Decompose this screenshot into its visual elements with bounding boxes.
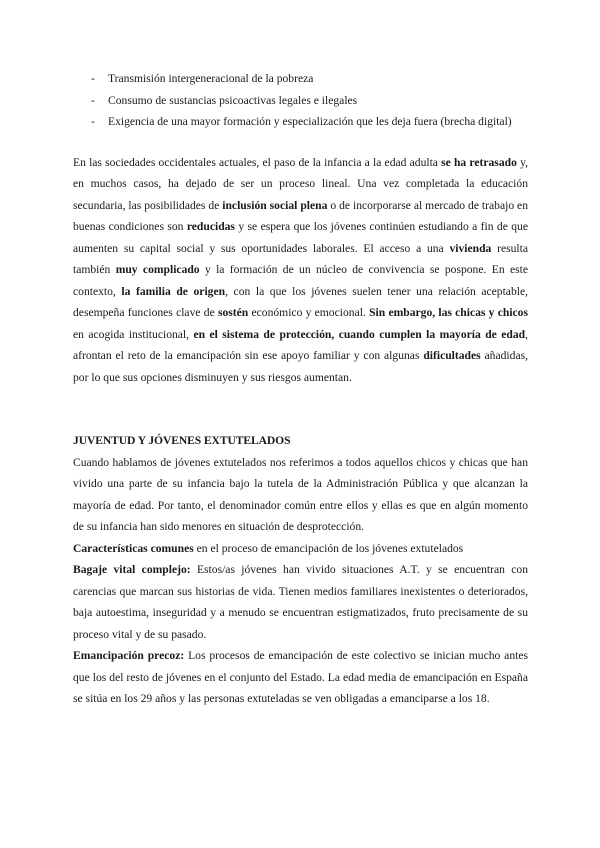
bold-run: inclusión social plena [222,198,328,212]
bold-run: Características comunes [73,541,194,555]
bullet-dash: - [91,115,95,128]
bold-run: dificultades [423,349,481,362]
list-item [73,111,528,133]
bullet-list [73,68,528,133]
characteristics-line [73,538,528,560]
text-run: Los procesos de emancipación de este colectivo se inician mucho antes que los del resto de jóvenes en el conjunto del Estado. La edad media de emancipación en España se sitúa en los 29 años y las personas extuteladas se ven obligadas a emanciparse a los 18. [73,649,528,705]
bold-run: Bagaje vital complejo: [73,563,191,576]
bold-run: Emancipación precoz: [73,649,185,662]
bold-run: reducidas [186,220,235,233]
list-item [73,90,528,112]
bullet-text: Transmisión intergeneracional de la pobreza [108,72,314,85]
section-heading: JUVENTUD Y JÓVENES EXTUTELADOS [73,434,291,447]
text-run: y la formación de un núcleo de convivencia se pospone. En este contexto, [73,263,528,298]
text-run: en el proceso de emancipación de los jóvenes extutelados [193,541,464,555]
bold-run: en el sistema de protección, cuando cumplen la mayoría de edad [193,327,526,341]
bullet-text: Consumo de sustancias psicoactivas legales e ilegales [108,93,358,107]
text-run: y se espera que los jóvenes continúen estudiando a fin de que aumenten su capital social y sus oportunidades laborales. El acceso a una [73,220,528,255]
text-run: y, en muchos casos, ha dejado de ser un proceso lineal. Una vez completada la educación secundaria, las posibilidades de [73,155,529,212]
text-run: o de incorporarse al mercado de trabajo en buenas condiciones son [73,198,529,233]
bold-run: la familia de origen [121,284,226,298]
text-run: , afrontan el reto de la emancipación sin ese apoyo familiar y con algunas [73,327,528,362]
text-run: , con la que los jóvenes suelen tener una relación aceptable, desempeña funciones clave de [73,284,529,319]
text-run: en acogida institucional, [73,327,194,341]
bullet-dash: - [91,72,95,85]
bold-run: muy complicado [115,263,200,276]
text-run: resulta también [73,241,528,276]
bullet-dash: - [91,93,95,107]
text-run: Estos/as jóvenes han vivido situaciones A.T. y se encuentran con carencias que marcan sus historias de vida. Tienen medios familiares inexistentes o deteriorados, baja autoestima, inseguridad y a menudo se encuentran estigmatizados, fruto precisamente de su proceso vital y de su pasado. [73,563,528,641]
intro-paragraph [73,152,528,389]
text-run: En las sociedades occidentales actuales, el paso de la infancia a la edad adulta [73,155,442,169]
bullet-text: Exigencia de una mayor formación y especialización que les deja fuera (brecha digital) [108,115,512,128]
bold-run: vivienda [449,241,492,255]
list-item [73,68,528,90]
emancipacion-item [73,645,528,710]
text-run: añadidas, por lo que sus opciones disminuyen y sus riesgos aumentan. [73,349,529,384]
text-run: económico y emocional. [248,306,370,319]
bold-run: Sin embargo, las chicas y chicos [369,306,528,319]
definition-paragraph: Cuando hablamos de jóvenes extutelados nos referimos a todos aquellos chicos y chicas que han vivido una parte de su infancia bajo la tutela de la Administración Pública y que alcanzan la mayoría de edad. Por tanto, el denominador común entre ellos y ellas es que en algún momento de su infancia han sido menores en situación de desprotección. [73,455,528,533]
document-page [73,68,528,710]
bagaje-item [73,559,528,645]
bold-run: sostén [217,306,249,319]
bold-run: se ha retrasado [441,155,517,169]
